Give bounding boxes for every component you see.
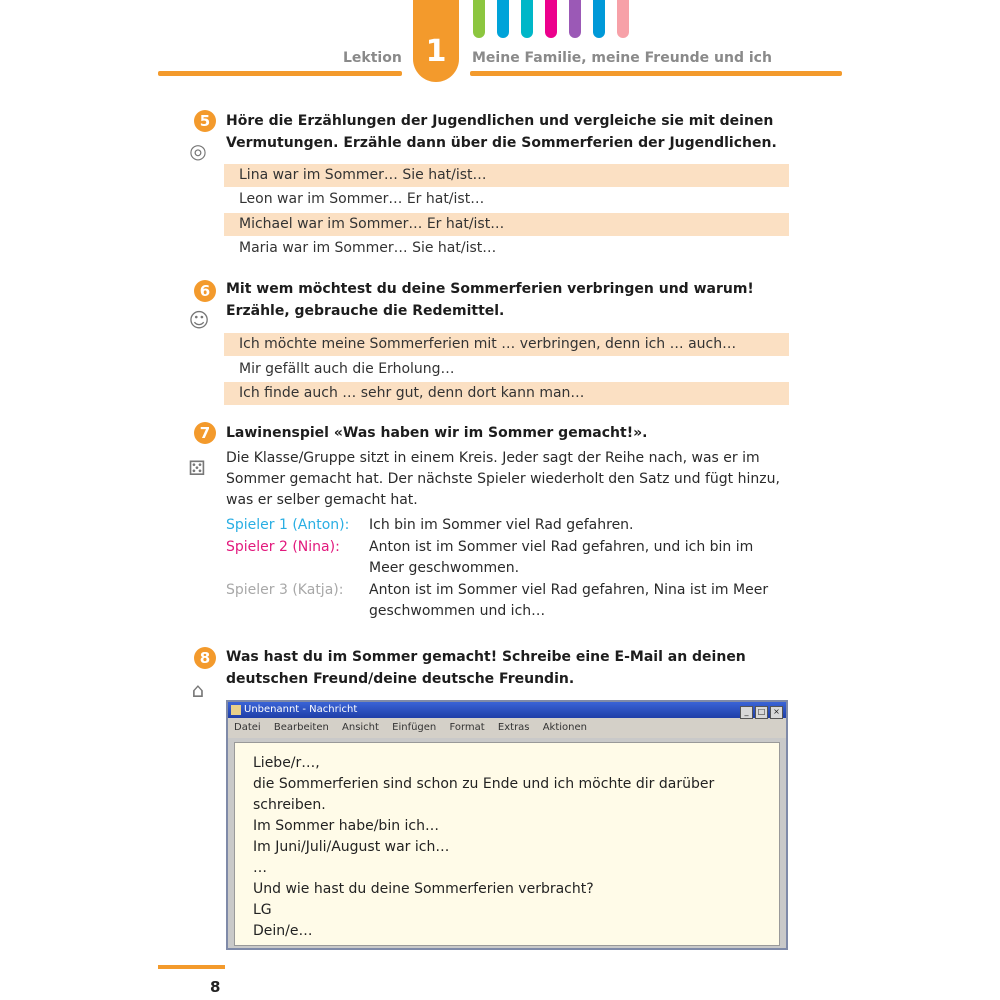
menu-extras[interactable]: Extras xyxy=(497,722,530,733)
color-bar xyxy=(569,0,581,38)
color-bar xyxy=(617,0,629,38)
window-title: Unbenannt - Nachricht xyxy=(244,704,358,715)
speech-icon: ☺ xyxy=(188,308,210,332)
cd-icon: ◎ xyxy=(189,139,207,163)
exercise-6-instruction: Mit wem möchtest du deine Sommerferien verbringen und warum! Erzähle, gebrauche die Redemittel. xyxy=(226,281,754,319)
phrase-row: Maria war im Sommer… Sie hat/ist… xyxy=(239,240,497,256)
speaker-1-text: Ich bin im Sommer viel Rad gefahren. xyxy=(369,517,634,533)
phrase-row: Lina war im Sommer… Sie hat/ist… xyxy=(224,164,789,187)
phrase-row: Mir gefällt auch die Erholung… xyxy=(239,361,455,377)
color-bar xyxy=(593,0,605,38)
color-bar xyxy=(473,0,485,38)
phrase-row: Leon war im Sommer… Er hat/ist… xyxy=(239,191,485,207)
page-number: 8 xyxy=(210,978,221,996)
color-bar xyxy=(521,0,533,38)
color-bar xyxy=(545,0,557,38)
speaker-2-text: Anton ist im Sommer viel Rad gefahren, und ich bin im Meer geschwommen. xyxy=(369,539,754,576)
mail-line: LG xyxy=(253,902,272,918)
mail-line: Im Juni/Juli/August war ich… xyxy=(253,839,450,855)
menu-bar xyxy=(228,718,786,738)
mail-line: die Sommerferien sind schon zu Ende und ich möchte dir darüber schreiben. xyxy=(253,776,715,813)
exercise-number: 6 xyxy=(194,280,216,302)
header-rule-left xyxy=(158,71,402,76)
house-icon: ⌂ xyxy=(191,678,205,702)
lektion-label: Lektion xyxy=(343,50,402,66)
exercise-7-description: Die Klasse/Gruppe sitzt in einem Kreis. Jeder sagt der Reihe nach, was er im Sommer gemacht hat. Der nächste Spieler wiederholt den Satz und fügt hinzu, was er selber gemacht hat. xyxy=(226,450,780,508)
menu-bearbeiten[interactable]: Bearbeiten xyxy=(273,722,329,733)
phrase-row: Ich möchte meine Sommerferien mit … verbringen, denn ich … auch… xyxy=(224,333,789,356)
header-rule-right xyxy=(470,71,842,76)
menu-ansicht[interactable]: Ansicht xyxy=(342,722,379,733)
speaker-3-text: Anton ist im Sommer viel Rad gefahren, Nina ist im Meer geschwommen und ich… xyxy=(369,582,769,619)
speaker-2-label: Spieler 2 (Nina): xyxy=(226,539,340,555)
lektion-number: 1 xyxy=(425,34,447,69)
phrase-row: Ich finde auch … sehr gut, denn dort kann man… xyxy=(224,382,789,405)
footer-rule xyxy=(158,965,225,969)
exercise-number: 8 xyxy=(194,647,216,669)
speaker-1-label: Spieler 1 (Anton): xyxy=(226,517,350,533)
window-icon xyxy=(231,705,241,715)
menu-format[interactable]: Format xyxy=(449,722,485,733)
menu-einfuegen[interactable]: Einfügen xyxy=(392,722,437,733)
menu-aktionen[interactable]: Aktionen xyxy=(542,722,587,733)
exercise-number: 5 xyxy=(194,110,216,132)
mail-line: Und wie hast du deine Sommerferien verbracht? xyxy=(253,881,594,897)
phrase-row: Michael war im Sommer… Er hat/ist… xyxy=(224,213,789,236)
exercise-7-title: Lawinenspiel «Was haben wir im Sommer gemacht!». xyxy=(226,425,648,441)
exercise-5-instruction: Höre die Erzählungen der Jugendlichen und vergleiche sie mit deinen Vermutungen. Erzähle dann über die Sommerferien der Jugendlichen. xyxy=(226,113,777,151)
mail-line: Liebe/r…, xyxy=(253,755,320,771)
email-window xyxy=(226,700,788,950)
mail-line: Dein/e… xyxy=(253,923,313,939)
color-bar xyxy=(497,0,509,38)
menu-datei[interactable]: Datei xyxy=(234,722,261,733)
exercise-8-instruction: Was hast du im Sommer gemacht! Schreibe eine E-Mail an deinen deutschen Freund/deine deutsche Freundin. xyxy=(226,649,746,687)
email-body[interactable] xyxy=(234,742,780,946)
close-icon[interactable]: × xyxy=(770,706,783,719)
mail-line: … xyxy=(253,860,267,876)
minimize-icon[interactable]: _ xyxy=(740,706,753,719)
exercise-number: 7 xyxy=(194,422,216,444)
chapter-title: Meine Familie, meine Freunde und ich xyxy=(472,50,772,66)
window-titlebar xyxy=(228,702,786,718)
dice-icon: ⚄ xyxy=(188,456,206,480)
speaker-3-label: Spieler 3 (Katja): xyxy=(226,582,344,598)
maximize-icon[interactable]: □ xyxy=(755,706,768,719)
mail-line: Im Sommer habe/bin ich… xyxy=(253,818,439,834)
